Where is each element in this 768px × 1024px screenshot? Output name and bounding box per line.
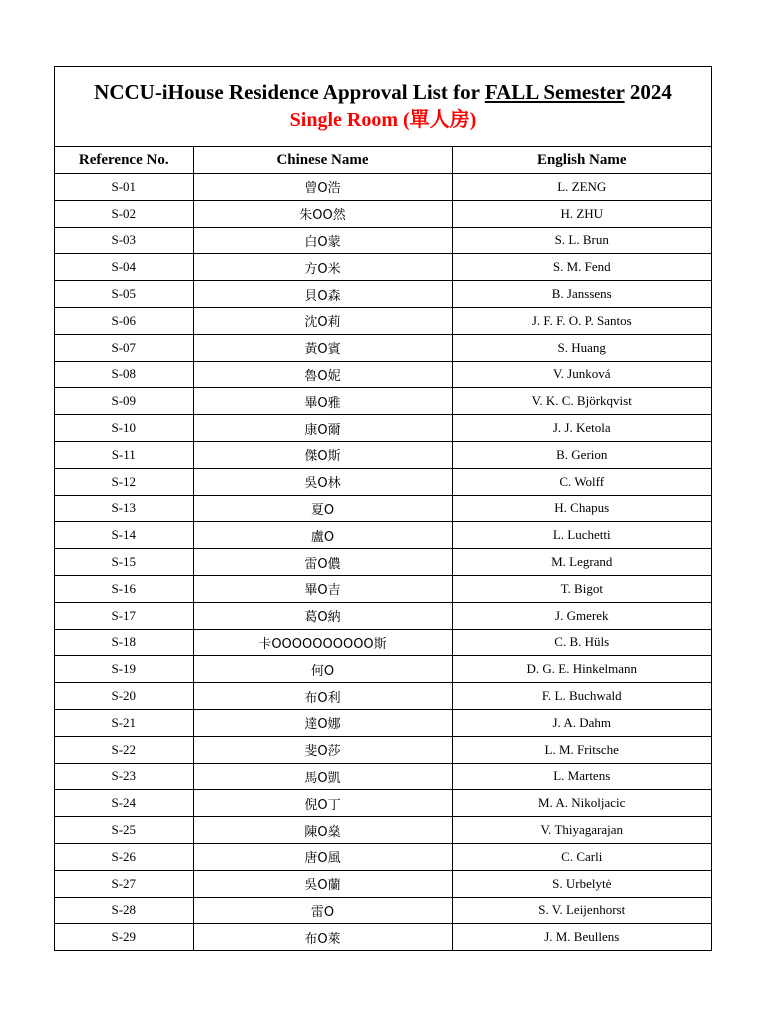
header-row	[55, 147, 711, 174]
reference-cell: S-22	[55, 736, 193, 763]
reference-cell: S-21	[55, 709, 193, 736]
chinese-name-cell: 曾O浩	[193, 174, 452, 201]
english-name-cell: T. Bigot	[452, 575, 711, 602]
reference-cell: S-27	[55, 870, 193, 897]
chinese-name-cell: 布O利	[193, 683, 452, 710]
chinese-name-cell: 方O米	[193, 254, 452, 281]
reference-cell: S-08	[55, 361, 193, 388]
column-header-reference: Reference No.	[55, 147, 193, 174]
table-row	[55, 254, 711, 281]
english-name-cell: L. ZENG	[452, 174, 711, 201]
reference-cell: S-10	[55, 415, 193, 442]
chinese-name-cell: 吳O林	[193, 468, 452, 495]
reference-cell: S-29	[55, 924, 193, 950]
reference-cell: S-23	[55, 763, 193, 790]
reference-cell: S-20	[55, 683, 193, 710]
table-row	[55, 227, 711, 254]
table-row	[55, 549, 711, 576]
english-name-cell: V. Thiyagarajan	[452, 817, 711, 844]
document-title	[55, 79, 711, 105]
column-header-english-name: English Name	[452, 147, 711, 174]
table-row	[55, 361, 711, 388]
chinese-name-cell: 何O	[193, 656, 452, 683]
chinese-name-cell: 布O萊	[193, 924, 452, 950]
english-name-cell: C. Carli	[452, 843, 711, 870]
english-name-cell: J. A. Dahm	[452, 709, 711, 736]
chinese-name-cell: 葛O納	[193, 602, 452, 629]
chinese-name-cell: 沈O莉	[193, 307, 452, 334]
english-name-cell: S. V. Leijenhorst	[452, 897, 711, 924]
table-row	[55, 174, 711, 201]
reference-cell: S-19	[55, 656, 193, 683]
chinese-name-cell: 傑O斯	[193, 441, 452, 468]
chinese-name-cell: 盧O	[193, 522, 452, 549]
table-row	[55, 709, 711, 736]
table-row	[55, 388, 711, 415]
title-year: 2024	[624, 80, 672, 104]
reference-cell: S-25	[55, 817, 193, 844]
chinese-name-cell: 馬O凱	[193, 763, 452, 790]
english-name-cell: V. K. C. Björkqvist	[452, 388, 711, 415]
table-row	[55, 683, 711, 710]
reference-cell: S-02	[55, 200, 193, 227]
table-row	[55, 200, 711, 227]
english-name-cell: S. Urbelytė	[452, 870, 711, 897]
table-row	[55, 468, 711, 495]
approval-table	[55, 147, 711, 950]
reference-cell: S-06	[55, 307, 193, 334]
table-row	[55, 415, 711, 442]
chinese-name-cell: 畢O雅	[193, 388, 452, 415]
table-row	[55, 870, 711, 897]
table-row	[55, 790, 711, 817]
title-semester: FALL Semester	[484, 80, 625, 104]
english-name-cell: L. M. Fritsche	[452, 736, 711, 763]
column-header-chinese-name: Chinese Name	[193, 147, 452, 174]
english-name-cell: H. ZHU	[452, 200, 711, 227]
document-subtitle: Single Room (單人房)	[289, 109, 477, 131]
table-row	[55, 656, 711, 683]
reference-cell: S-07	[55, 334, 193, 361]
table-row	[55, 495, 711, 522]
english-name-cell: C. B. Hüls	[452, 629, 711, 656]
chinese-name-cell: 陳O燊	[193, 817, 452, 844]
title-block	[55, 67, 711, 147]
table-row	[55, 441, 711, 468]
chinese-name-cell: 黃O賓	[193, 334, 452, 361]
table-row	[55, 763, 711, 790]
english-name-cell: H. Chapus	[452, 495, 711, 522]
english-name-cell: L. Luchetti	[452, 522, 711, 549]
english-name-cell: J. Gmerek	[452, 602, 711, 629]
table-row	[55, 281, 711, 308]
reference-cell: S-01	[55, 174, 193, 201]
english-name-cell: J. M. Beullens	[452, 924, 711, 950]
chinese-name-cell: 達O娜	[193, 709, 452, 736]
chinese-name-cell: 唐O風	[193, 843, 452, 870]
chinese-name-cell: 斐O莎	[193, 736, 452, 763]
chinese-name-cell: 夏O	[193, 495, 452, 522]
table-row	[55, 843, 711, 870]
approval-list-sheet	[54, 66, 712, 951]
english-name-cell: V. Junková	[452, 361, 711, 388]
chinese-name-cell: 貝O森	[193, 281, 452, 308]
english-name-cell: F. L. Buchwald	[452, 683, 711, 710]
title-prefix: NCCU-iHouse Residence Approval List for	[94, 80, 485, 104]
table-row	[55, 522, 711, 549]
english-name-cell: M. Legrand	[452, 549, 711, 576]
english-name-cell: B. Janssens	[452, 281, 711, 308]
table-row	[55, 736, 711, 763]
chinese-name-cell: 康O爾	[193, 415, 452, 442]
reference-cell: S-26	[55, 843, 193, 870]
table-row	[55, 629, 711, 656]
chinese-name-cell: 雷O儂	[193, 549, 452, 576]
english-name-cell: L. Martens	[452, 763, 711, 790]
english-name-cell: S. Huang	[452, 334, 711, 361]
english-name-cell: S. M. Fend	[452, 254, 711, 281]
reference-cell: S-04	[55, 254, 193, 281]
chinese-name-cell: 畢O吉	[193, 575, 452, 602]
table-row	[55, 924, 711, 950]
chinese-name-cell: 吳O蘭	[193, 870, 452, 897]
chinese-name-cell: 白O蒙	[193, 227, 452, 254]
reference-cell: S-16	[55, 575, 193, 602]
reference-cell: S-15	[55, 549, 193, 576]
reference-cell: S-24	[55, 790, 193, 817]
english-name-cell: D. G. E. Hinkelmann	[452, 656, 711, 683]
english-name-cell: J. J. Ketola	[452, 415, 711, 442]
reference-cell: S-09	[55, 388, 193, 415]
reference-cell: S-12	[55, 468, 193, 495]
table-row	[55, 334, 711, 361]
table-row	[55, 817, 711, 844]
chinese-name-cell: 雷O	[193, 897, 452, 924]
table-row	[55, 307, 711, 334]
chinese-name-cell: 倪O丁	[193, 790, 452, 817]
reference-cell: S-18	[55, 629, 193, 656]
chinese-name-cell: 卡OOOOOOOOOO斯	[193, 629, 452, 656]
chinese-name-cell: 朱OO然	[193, 200, 452, 227]
reference-cell: S-13	[55, 495, 193, 522]
reference-cell: S-03	[55, 227, 193, 254]
english-name-cell: M. A. Nikoljacic	[452, 790, 711, 817]
reference-cell: S-28	[55, 897, 193, 924]
table-row	[55, 897, 711, 924]
english-name-cell: S. L. Brun	[452, 227, 711, 254]
english-name-cell: B. Gerion	[452, 441, 711, 468]
english-name-cell: J. F. F. O. P. Santos	[452, 307, 711, 334]
table-row	[55, 602, 711, 629]
reference-cell: S-14	[55, 522, 193, 549]
reference-cell: S-05	[55, 281, 193, 308]
reference-cell: S-17	[55, 602, 193, 629]
chinese-name-cell: 魯O妮	[193, 361, 452, 388]
table-row	[55, 575, 711, 602]
english-name-cell: C. Wolff	[452, 468, 711, 495]
reference-cell: S-11	[55, 441, 193, 468]
